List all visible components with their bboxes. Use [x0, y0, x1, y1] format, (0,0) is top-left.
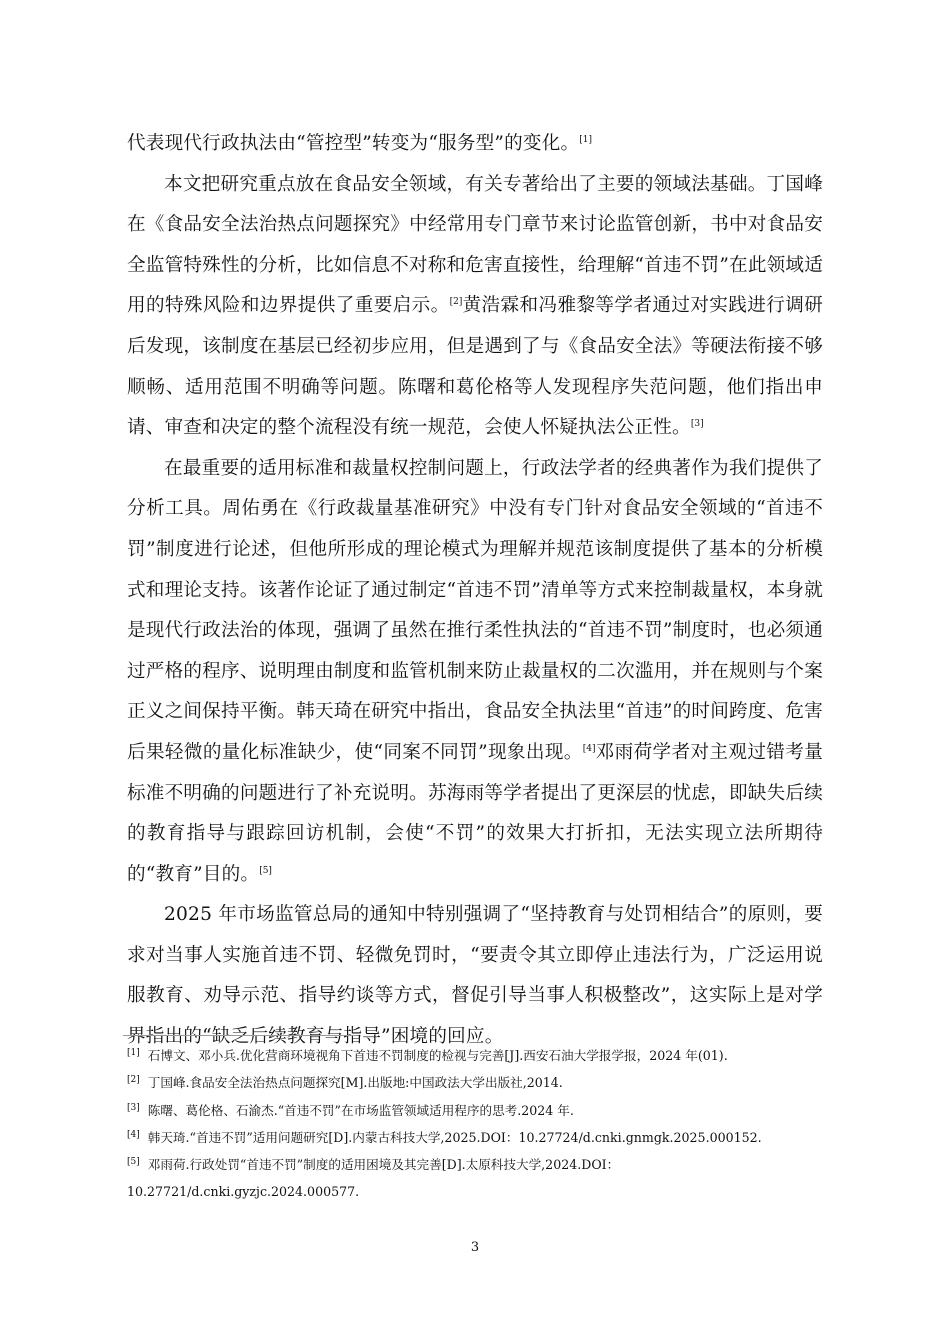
paragraph-text: 邓雨荷学者对主观过错考量标准不明确的问题进行了补充说明。苏海雨等学者提出了更深层的忧虑，即缺失后续的教育指导与跟踪回访机制，会使“不罚”的效果大打折扣，无法实现立法所期待的“教育”目的。	[127, 741, 824, 885]
footnote-1	[127, 1042, 827, 1069]
footnote-text: 陈曙、葛伦格、石渝杰.“首违不罚”在市场监管领域适用程序的思考.2024 年.	[147, 1102, 574, 1118]
citation-ref: [2]	[449, 297, 463, 308]
paragraph-3	[127, 449, 823, 896]
footnote-text: 丁国峰.食品安全法治热点问题探究[M].出版地:中国政法大学出版社,2014.	[147, 1075, 563, 1091]
footnote-text: 邓雨荷.行政处罚“首违不罚”制度的适用困境及其完善[D].太原科技大学,2024.DOI：	[147, 1157, 620, 1173]
footnote-mark: [5]	[127, 1157, 140, 1168]
footnote-2	[127, 1069, 827, 1096]
paragraph-text: 本文把研究重点放在食品安全领域，有关专著给出了主要的领域法基础。丁国峰在《食品安全法治热点问题探究》中经常用专门章节来讨论监管创新，书中对食品安全监管特殊性的分析，比如信息不对称和危害直接性，给理解“首违不罚”在此领域适用的特殊风险和边界提供了重要启示。	[127, 173, 823, 317]
paragraph-text: 黄浩霖和冯雅黎等学者通过对实践进行调研后发现，该制度在基层已经初步应用，但是遇到了与《食品安全法》等硬法衔接不够顺畅、适用范围不明确等问题。陈曙和葛伦格等人发现程序失范问题，他们指出申请、审查和决定的整个流程没有统一规范，会使人怀疑执法公正性。	[127, 295, 823, 439]
footnote-3	[127, 1097, 827, 1124]
citation-ref: [3]	[690, 419, 704, 430]
footnote-4	[127, 1124, 827, 1151]
citation-ref: [1]	[579, 135, 593, 145]
footnotes	[127, 1042, 827, 1206]
page-number: 3	[470, 1240, 480, 1255]
body-text	[127, 124, 823, 1058]
footnote-text: 石博文、邓小兵.优化营商环境视角下首违不罚制度的检视与完善[J].西安石油大学报学报，2024 年(01).	[147, 1048, 728, 1063]
footnote-5-continuation: 10.27721/d.cnki.gyzjc.2024.000577.	[127, 1184, 360, 1200]
paragraph-text: 代表现代行政执法由“管控型”转变为“服务型”的变化。	[127, 133, 580, 154]
paragraph-text: 在最重要的适用标准和裁量权控制问题上，行政法学者的经典著作为我们提供了分析工具。周佑勇在《行政裁量基准研究》中没有专门针对食品安全领域的“首违不罚”制度进行论述，但他所形成的理论模式为理解并规范该制度提供了基本的分析模式和理论支持。该著作论证了通过制定“首违不罚”清单等方式来控制裁量权，本身就是现代行政法治的体现，强调了虽然在推行柔性执法的“首违不罚”制度时，也必须通过严格的程序、说明理由制度和监管机制来防止裁量权的二次滥用，并在规则与个案正义之间保持平衡。韩天琦在研究中指出，食品安全执法里“首违”的时间跨度、危害后果轻微的量化标准缺少，使“同案不同罚”现象出现。	[127, 457, 823, 763]
citation-ref: [4]	[582, 743, 596, 754]
paragraph-2	[127, 165, 823, 449]
footnote-separator	[123, 1035, 357, 1036]
paragraph-4	[127, 895, 823, 1057]
footnote-5	[127, 1151, 827, 1178]
citation-ref: [5]	[259, 865, 272, 876]
paragraph-text: 2025 年市场监管总局的通知中特别强调了“坚持教育与处罚相结合”的原则，要求对当事人实施首违不罚、轻微免罚时，“要责令其立即停止违法行为，广泛运用说服教育、劝导示范、指导约谈等方式，督促引导当事人积极整改”，这实际上是对学界指出的“缺乏后续教育与指导”困境的回应。	[127, 904, 823, 1048]
footnote-text: 韩天琦.“首违不罚”适用问题研究[D].内蒙古科技大学,2025.DOI：10.27724/d.cnki.gnmgk.2025.000152.	[147, 1129, 762, 1145]
footnote-mark: [4]	[127, 1129, 140, 1140]
footnote-mark: [1]	[127, 1048, 140, 1058]
paragraph-1	[127, 124, 823, 165]
footnote-mark: [2]	[127, 1075, 140, 1086]
footnote-mark: [3]	[127, 1102, 140, 1113]
